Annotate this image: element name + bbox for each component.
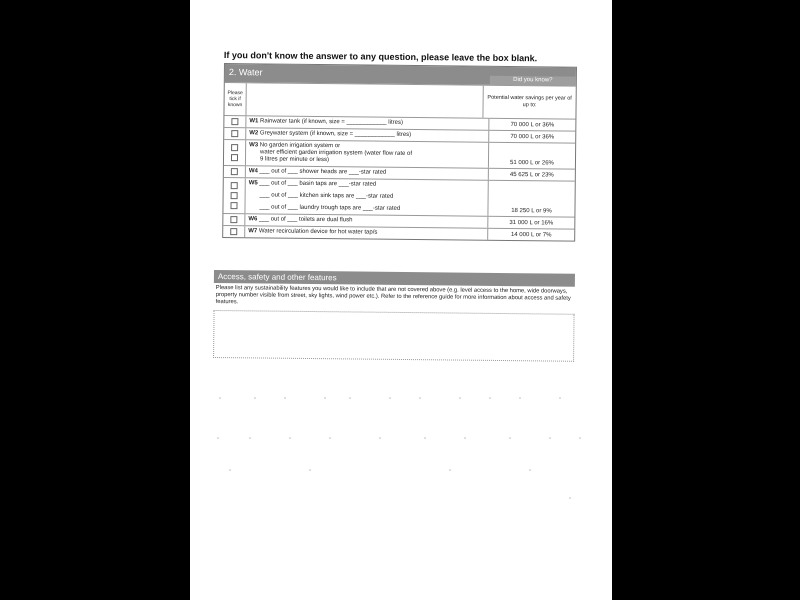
question-text: 9 litres per minute or less) xyxy=(259,156,330,164)
speck xyxy=(217,437,219,439)
scan-specks xyxy=(190,0,612,600)
did-you-know-label: Did you know? xyxy=(490,76,576,86)
water-saving: 70 000 L or 36% xyxy=(488,131,575,143)
speck xyxy=(389,397,391,399)
tick-column-header: Please tick if known xyxy=(224,83,246,115)
question-text: water efficient garden irrigation system (water flow rate of xyxy=(260,149,413,157)
savings-column-header: Potential water savings per year of up to: xyxy=(482,86,575,119)
speck xyxy=(379,437,381,439)
question-text: Greywater system (if known, size = ____________ litres) xyxy=(259,130,412,138)
question-code: W4 xyxy=(248,168,258,175)
question-code: W5 xyxy=(248,180,258,187)
speck xyxy=(284,397,286,399)
speck xyxy=(254,397,256,399)
speck xyxy=(509,437,511,439)
speck xyxy=(459,397,461,399)
speck xyxy=(309,469,311,471)
water-saving: 31 000 L or 16% xyxy=(487,217,574,229)
water-saving: 45 625 L or 23% xyxy=(488,169,575,181)
section-title: 2. Water xyxy=(228,67,263,78)
scanned-page xyxy=(190,0,612,600)
question-code: W2 xyxy=(249,130,259,137)
question-text: Rainwater tank (if known, size = ____________ litres) xyxy=(260,118,404,126)
speck xyxy=(449,469,451,471)
access-title: Access, safety and other features xyxy=(214,270,575,287)
question-text: ___ out of ___ shower heads are ___-star rated xyxy=(259,168,387,176)
question-text: ___ out of ___ laundry trough taps are ___-star rated xyxy=(259,204,401,212)
speck xyxy=(249,437,251,439)
question-code: W6 xyxy=(248,216,258,223)
speck xyxy=(229,469,231,471)
question-text: ___ out of ___ basin taps are ___-star rated xyxy=(259,180,377,188)
speck xyxy=(329,437,331,439)
speck xyxy=(519,397,521,399)
speck xyxy=(289,437,291,439)
speck xyxy=(559,397,561,399)
speck xyxy=(349,397,351,399)
question-text: ___ out of ___ toilets are dual flush xyxy=(259,216,353,224)
speck xyxy=(424,437,426,439)
speck xyxy=(464,437,466,439)
speck xyxy=(549,437,551,439)
speck xyxy=(419,397,421,399)
water-saving: 18 250 L or 9% xyxy=(487,181,574,217)
question-code: W7 xyxy=(248,228,258,235)
question-text: Water recirculation device for hot water tap/s xyxy=(258,228,378,236)
water-saving: 51 000 L or 26% xyxy=(488,143,575,169)
question-code: W3 xyxy=(249,142,259,149)
speck xyxy=(569,497,571,499)
speck xyxy=(579,437,581,439)
speck xyxy=(219,397,221,399)
question-text: No garden irrigation system or xyxy=(259,142,341,150)
water-saving: 14 000 L or 7% xyxy=(487,229,574,241)
access-instructions: Please list any sustainability features you would like to include that are not covered above (e.g. level access to the home, wide doorways, property number visible from street, sky lights, wind power etc.). Refer to the reference guide for more information about access and safety features. xyxy=(215,285,571,306)
instructions: If you don't know the answer to any question, please leave the box blank. xyxy=(223,50,538,64)
water-saving: 70 000 L or 36% xyxy=(488,119,575,131)
speck xyxy=(529,469,531,471)
question-text: ___ out of ___ kitchen sink taps are ___-star rated xyxy=(259,192,394,200)
question-code: W1 xyxy=(249,118,259,125)
speck xyxy=(489,397,491,399)
speck xyxy=(324,397,326,399)
